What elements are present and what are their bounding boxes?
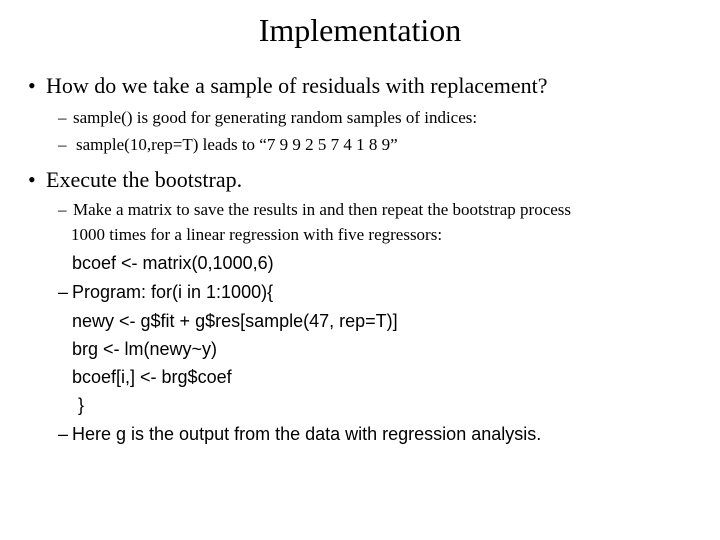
sub-bullet-marker: – [58,108,67,127]
note-text: Here g is the output from the data with regression analysis. [72,424,542,444]
note-marker: – [58,424,69,444]
code-line: bcoef <- matrix(0,1000,6) [72,253,274,273]
sub-bullet-marker: – [58,200,67,219]
sub-bullet-text: sample(10,rep=T) leads to “7 9 9 2 5 7 4 1 8 9” [76,135,398,154]
sub-bullet-text-line: Make a matrix to save the results in and then repeat the bootstrap process [73,200,572,219]
program-marker: – [58,282,69,302]
sub-bullet-text: sample() is good for generating random samples of indices: [73,108,478,127]
code-line: bcoef[i,] <- brg$coef [72,367,232,387]
bullet-text: Execute the bootstrap. [46,167,243,192]
slide-title: Implementation [258,12,462,48]
bullet-text: How do we take a sample of residuals with replacement? [46,73,548,98]
code-line: newy <- g$fit + g$res[sample(47, rep=T)] [72,311,398,331]
sub-bullet-marker: – [58,135,67,154]
code-line: brg <- lm(newy~y) [72,339,218,359]
bullet-marker: • [28,167,36,192]
program-line: Program: for(i in 1:1000){ [72,282,274,302]
sub-bullet-text-line: 1000 times for a linear regression with five regressors: [71,225,443,244]
bullet-marker: • [28,73,36,98]
code-close-brace: } [78,395,85,415]
